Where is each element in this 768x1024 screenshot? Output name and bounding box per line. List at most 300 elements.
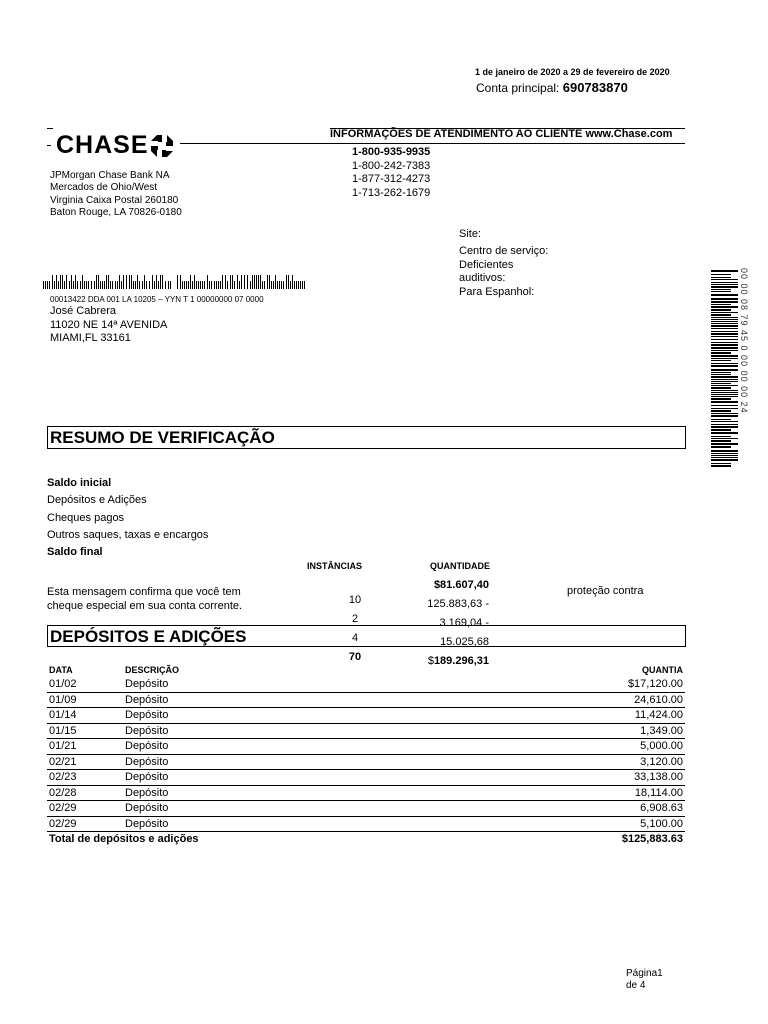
barcode-bar <box>102 281 103 289</box>
barcode-bar <box>211 281 212 289</box>
barcode-bar <box>230 275 231 289</box>
barcode-bar <box>304 281 305 289</box>
barcode-bar <box>711 352 731 354</box>
deposit-description: Depósito <box>123 801 423 817</box>
col-description: DESCRIÇÃO <box>125 665 180 675</box>
statement-period: 1 de janeiro de 2020 a 29 de fevereiro de 2020 <box>475 67 670 77</box>
summary-row-deposits: Depósitos e Adições <box>47 494 147 507</box>
barcode-bar <box>207 275 208 289</box>
deposit-description: Depósito <box>123 739 423 755</box>
barcode-bar <box>711 443 738 445</box>
barcode-bar <box>711 415 738 417</box>
barcode-bar <box>711 270 738 272</box>
barcode-bar <box>139 281 140 289</box>
col-date: DATA <box>49 665 73 675</box>
barcode-bar <box>711 333 738 335</box>
barcode-bar <box>232 275 233 289</box>
barcode-bar <box>244 275 245 289</box>
barcode-bar <box>711 432 738 434</box>
barcode-bar <box>110 281 111 289</box>
barcode-bar <box>711 381 738 382</box>
bank-address-line: Baton Rouge, LA 70826-0180 <box>50 206 182 218</box>
instance-count: 10 <box>348 594 362 606</box>
barcode-bar <box>711 436 731 437</box>
barcode-bar <box>80 281 81 289</box>
barcode-bar <box>294 281 295 289</box>
barcode-bar <box>94 281 95 289</box>
barcode-bar <box>54 281 55 289</box>
deposit-date: 02/29 <box>47 801 123 817</box>
postal-barcode <box>43 275 305 289</box>
deposit-amount: 6,908.63 <box>423 801 685 817</box>
barcode-bar <box>711 372 731 373</box>
barcode-bar <box>711 350 738 351</box>
summary-amount: 125.883,63 - <box>427 598 489 610</box>
barcode-bar <box>711 323 738 324</box>
deposits-section-box <box>47 625 686 647</box>
barcode-bar <box>190 275 191 289</box>
barcode-bar <box>711 457 738 458</box>
barcode-bar <box>250 281 251 289</box>
barcode-bar <box>267 275 268 289</box>
barcode-bar <box>711 279 738 280</box>
barcode-bar <box>711 426 738 428</box>
barcode-bar <box>286 275 287 289</box>
barcode-bar <box>106 275 107 289</box>
barcode-bar <box>256 275 257 289</box>
barcode-bar <box>146 281 147 289</box>
barcode-bar <box>133 281 134 289</box>
barcode-bar <box>711 314 731 316</box>
barcode-bar <box>58 281 59 289</box>
deposit-amount: 5,100.00 <box>423 816 685 832</box>
phone-number-primary: 1-800-935-9935 <box>352 146 431 158</box>
service-label: Centro de serviço: <box>459 244 549 257</box>
barcode-bar <box>188 281 189 289</box>
barcode-bar <box>137 275 138 289</box>
barcode-bar <box>91 281 92 289</box>
barcode-bar <box>711 328 738 329</box>
barcode-bar <box>170 281 171 289</box>
barcode-bar <box>108 275 109 289</box>
barcode-bar <box>711 369 738 371</box>
deposit-amount: 5,000.00 <box>423 739 685 755</box>
barcode-bar <box>711 282 738 283</box>
barcode-bar <box>711 291 731 292</box>
logo-tick-mark <box>47 128 53 129</box>
barcode-bar <box>123 275 124 289</box>
deposit-date: 02/28 <box>47 785 123 801</box>
barcode-bar <box>119 275 120 289</box>
barcode-bar <box>214 281 215 289</box>
barcode-bar <box>117 281 118 289</box>
barcode-bar <box>56 275 57 289</box>
deposit-description: Depósito <box>123 785 423 801</box>
barcode-bar <box>711 312 738 313</box>
summary-row-checks: Cheques pagos <box>47 511 125 524</box>
account-label: Conta principal: <box>476 81 560 95</box>
barcode-bar <box>292 275 293 289</box>
barcode-bar <box>43 281 44 289</box>
phone-number: 1-877-312-4273 <box>352 173 431 185</box>
barcode-bar <box>121 281 122 289</box>
barcode-bar <box>711 309 731 311</box>
barcode-bar <box>75 275 76 289</box>
barcode-bar <box>711 394 738 395</box>
summary-row-closing-balance: Saldo final <box>47 546 103 559</box>
barcode-bar <box>204 281 205 289</box>
barcode-bar <box>82 275 83 289</box>
page-number-line: Página1 <box>626 968 663 979</box>
instance-count: 4 <box>351 632 359 644</box>
barcode-bar <box>52 275 53 289</box>
barcode-bar <box>104 281 105 289</box>
barcode-bar <box>711 455 738 456</box>
deposit-description: Depósito <box>123 677 423 692</box>
barcode-bar <box>237 275 238 289</box>
service-label: auditivos: <box>459 272 506 285</box>
barcode-bar <box>711 408 738 409</box>
deposit-amount: 24,610.00 <box>423 692 685 708</box>
deposits-total-amount: $125,883.63 <box>621 833 683 846</box>
summary-col-instances: INSTÂNCIAS <box>307 561 363 571</box>
phone-number: 1-713-262-1679 <box>352 186 431 199</box>
barcode-bar <box>711 398 731 400</box>
barcode-bar <box>86 281 87 289</box>
barcode-bar <box>227 281 228 289</box>
barcode-bar <box>277 281 278 289</box>
barcode-bar <box>711 385 738 386</box>
barcode-bar <box>711 410 731 412</box>
barcode-bar <box>115 281 116 289</box>
summary-row-labels <box>47 475 208 561</box>
barcode-bar <box>158 281 159 289</box>
barcode-bar <box>100 281 101 289</box>
barcode-bar <box>194 275 195 289</box>
barcode-bar <box>222 275 223 289</box>
deposit-date: 02/21 <box>47 754 123 770</box>
barcode-bar <box>69 281 70 289</box>
barcode-bar <box>168 281 169 289</box>
barcode-bar <box>711 392 738 393</box>
bank-address-line: Virginia Caixa Postal 260180 <box>50 194 179 206</box>
barcode-bar <box>77 281 78 289</box>
barcode-bar <box>66 275 67 289</box>
barcode-bar <box>711 336 738 337</box>
barcode-bar <box>209 281 210 289</box>
barcode-bar <box>711 277 731 278</box>
summary-section-box <box>47 426 686 449</box>
barcode-bar <box>126 275 127 289</box>
barcode-bar <box>711 429 731 431</box>
service-label: Para Espanhol: <box>459 286 535 299</box>
deposits-table-header <box>47 663 685 677</box>
summary-col-amount: QUANTIDADE <box>430 561 490 571</box>
customer-street: 11020 NE 14ª AVENIDA <box>50 318 168 331</box>
barcode-bar <box>252 275 253 289</box>
barcode-bar <box>96 275 97 289</box>
bank-address <box>50 170 182 219</box>
barcode-bar <box>264 281 265 289</box>
table-row <box>47 739 685 755</box>
barcode-bar <box>283 281 284 289</box>
service-label: Site: <box>459 228 482 240</box>
barcode-bar <box>64 281 65 289</box>
table-row <box>47 801 685 817</box>
barcode-bar <box>296 281 297 289</box>
chase-logo-text: CHASE <box>56 131 149 159</box>
deposits-title: DEPÓSITOS E ADIÇÕES <box>50 627 247 646</box>
barcode-bar <box>711 379 738 380</box>
mailing-address <box>50 305 167 346</box>
header-rule <box>180 143 685 144</box>
barcode-bar <box>711 387 731 389</box>
customer-service-phones <box>352 146 430 200</box>
table-row <box>47 677 685 692</box>
deposit-description: Depósito <box>123 770 423 786</box>
barcode-bar <box>711 363 738 364</box>
barcode-bar <box>247 275 248 289</box>
deposits-total-label: Total de depósitos e adições <box>49 833 199 846</box>
summary-row-opening-balance: Saldo inicial <box>47 477 112 489</box>
barcode-bar <box>711 344 738 346</box>
barcode-bar <box>129 275 130 289</box>
barcode-bar <box>271 281 272 289</box>
barcode-bar <box>47 281 48 289</box>
table-row <box>47 692 685 708</box>
barcode-bar <box>152 275 153 289</box>
barcode-bar <box>160 275 161 289</box>
barcode-bar <box>241 275 242 289</box>
mailing-code: 00013422 DDA 001 LA 10205 – YYN T 1 00000000 07 0000 <box>50 295 264 304</box>
deposit-date: 02/29 <box>47 816 123 832</box>
barcode-bar <box>711 424 738 425</box>
barcode-bar <box>234 281 235 289</box>
barcode-bar <box>154 281 155 289</box>
instance-count: 70 <box>348 651 362 663</box>
currency-symbol: $ <box>427 655 434 667</box>
barcode-bar <box>711 450 738 452</box>
barcode-bar <box>260 275 261 289</box>
barcode-bar <box>269 275 270 289</box>
barcode-bar <box>216 281 217 289</box>
barcode-bar <box>711 440 731 442</box>
instance-count: 2 <box>351 613 359 625</box>
barcode-bar <box>711 446 731 448</box>
barcode-bar <box>144 275 145 289</box>
table-row <box>47 754 685 770</box>
barcode-bar <box>298 281 299 289</box>
barcode-bar <box>84 281 85 289</box>
service-label: Deficientes <box>459 258 514 271</box>
barcode-bar <box>73 281 74 289</box>
barcode-bar <box>162 275 163 289</box>
barcode-bar <box>62 275 63 289</box>
barcode-bar <box>711 325 738 327</box>
customer-city: MIAMI,FL 33161 <box>50 332 131 344</box>
col-amount: QUANTIA <box>642 665 683 675</box>
barcode-bar <box>49 281 50 289</box>
deposits-total-row <box>47 832 685 847</box>
barcode-bar <box>711 390 738 391</box>
barcode-bar <box>186 281 187 289</box>
barcode-bar <box>279 281 280 289</box>
barcode-bar <box>711 321 738 322</box>
barcode-bar <box>288 275 289 289</box>
barcode-bar <box>711 331 738 332</box>
barcode-bar <box>112 281 113 289</box>
barcode-bar <box>290 281 291 289</box>
barcode-bar <box>60 275 61 289</box>
barcode-bar <box>300 281 301 289</box>
deposit-date: 01/09 <box>47 692 123 708</box>
barcode-bar <box>711 396 738 397</box>
barcode-bar <box>196 281 197 289</box>
barcode-bar <box>711 304 731 305</box>
barcode-bar <box>88 281 89 289</box>
barcode-bar <box>220 281 221 289</box>
barcode-bar <box>198 281 199 289</box>
deposit-description: Depósito <box>123 708 423 724</box>
barcode-bar <box>177 275 178 289</box>
barcode-bar <box>711 465 731 467</box>
barcode-bar <box>202 281 203 289</box>
summary-amount: 3.169,04 - <box>439 617 489 629</box>
customer-service-title: INFORMAÇÕES DE ATENDIMENTO AO CLIENTE www.Chase.com <box>330 128 673 140</box>
barcode-bar <box>711 438 738 439</box>
barcode-bar <box>711 274 731 275</box>
barcode-bar <box>262 281 263 289</box>
barcode-bar <box>149 281 150 289</box>
barcode-bar <box>182 281 183 289</box>
barcode-bar <box>142 281 143 289</box>
table-row <box>47 723 685 739</box>
summary-message <box>47 585 242 613</box>
barcode-bar <box>135 281 136 289</box>
deposit-description: Depósito <box>123 692 423 708</box>
barcode-bar <box>180 275 181 289</box>
barcode-bar <box>711 405 738 406</box>
barcode-bar <box>711 289 731 290</box>
barcode-bar <box>254 275 255 289</box>
barcode-bar <box>711 413 738 414</box>
deposit-description: Depósito <box>123 754 423 770</box>
deposit-amount: $17,120.00 <box>423 677 685 692</box>
barcode-bar <box>71 275 72 289</box>
account-number: 690783870 <box>562 80 628 95</box>
barcode-bar <box>711 383 731 384</box>
side-barcode-digits: 00 00 08 79 45 0 00 00 00 24 <box>739 268 749 414</box>
deposits-table <box>47 663 685 847</box>
deposit-description: Depósito <box>123 723 423 739</box>
barcode-bar <box>711 294 738 296</box>
barcode-bar <box>200 281 201 289</box>
table-row <box>47 816 685 832</box>
page-number <box>626 968 663 991</box>
barcode-bar <box>711 301 738 303</box>
deposit-date: 01/14 <box>47 708 123 724</box>
barcode-bar <box>273 281 274 289</box>
summary-title: RESUMO DE VERIFICAÇÃO <box>50 428 275 447</box>
deposit-date: 02/23 <box>47 770 123 786</box>
table-row <box>47 785 685 801</box>
summary-message-line: Esta mensagem confirma que você tem <box>47 586 241 598</box>
barcode-bar <box>711 374 731 375</box>
barcode-bar <box>711 401 738 403</box>
summary-amounts <box>380 576 489 671</box>
chase-octagon-icon <box>150 134 174 158</box>
barcode-bar <box>239 281 240 289</box>
phone-number: 1-800-242-7383 <box>352 159 431 172</box>
barcode-bar <box>711 347 738 349</box>
barcode-bar <box>218 281 219 289</box>
barcode-bar <box>711 358 738 359</box>
deposit-amount: 18,114.00 <box>423 785 685 801</box>
barcode-bar <box>711 365 738 367</box>
page-number-line: de 4 <box>626 979 646 991</box>
barcode-bar <box>711 339 738 340</box>
barcode-bar <box>711 419 731 420</box>
barcode-bar <box>711 459 738 461</box>
summary-message-line: cheque especial em sua conta corrente. <box>47 600 243 612</box>
barcode-bar <box>711 317 738 318</box>
deposit-amount: 1,349.00 <box>423 723 685 739</box>
barcode-bar <box>711 319 738 320</box>
barcode-bar <box>281 281 282 289</box>
barcode-bar <box>711 355 738 357</box>
barcode-bar <box>711 453 738 454</box>
barcode-bar <box>711 298 738 300</box>
barcode-bar <box>258 275 259 289</box>
summary-row-other: Outros saques, taxas e encargos <box>47 528 209 541</box>
bank-address-line: Mercados de Ohio/West <box>50 182 158 194</box>
table-row <box>47 708 685 724</box>
deposit-amount: 11,424.00 <box>423 708 685 724</box>
deposit-amount: 33,138.00 <box>423 770 685 786</box>
summary-final-amount: 189.296,31 <box>433 655 489 667</box>
summary-message-right: proteção contra <box>567 585 644 597</box>
barcode-bar <box>192 281 193 289</box>
account-line <box>476 80 628 95</box>
deposit-description: Depósito <box>123 816 423 832</box>
summary-amount-opening: $81.607,40 <box>433 579 489 591</box>
deposit-amount: 3,120.00 <box>423 754 685 770</box>
barcode-bar <box>711 463 731 464</box>
barcode-bar <box>711 421 738 422</box>
logo-tick-mark <box>47 145 51 146</box>
side-barcode-digits-wrap <box>738 268 750 468</box>
barcode-bar <box>45 281 46 289</box>
barcode-bar <box>98 275 99 289</box>
barcode-bar <box>711 376 738 378</box>
barcode-bar <box>225 275 226 289</box>
table-row <box>47 770 685 786</box>
summary-amount: 15.025,68 <box>440 636 489 648</box>
barcode-bar <box>165 281 166 289</box>
customer-name: José Cabrera <box>50 305 117 317</box>
barcode-bar <box>711 360 731 361</box>
barcode-bar <box>711 342 738 343</box>
barcode-bar <box>156 275 157 289</box>
deposit-date: 01/15 <box>47 723 123 739</box>
barcode-bar <box>302 281 303 289</box>
barcode-bar <box>184 281 185 289</box>
barcode-bar <box>275 275 276 289</box>
bank-address-line: JPMorgan Chase Bank NA <box>50 170 170 181</box>
deposit-date: 01/21 <box>47 739 123 755</box>
deposit-date: 01/02 <box>47 677 123 692</box>
customer-service-labels <box>459 228 548 300</box>
